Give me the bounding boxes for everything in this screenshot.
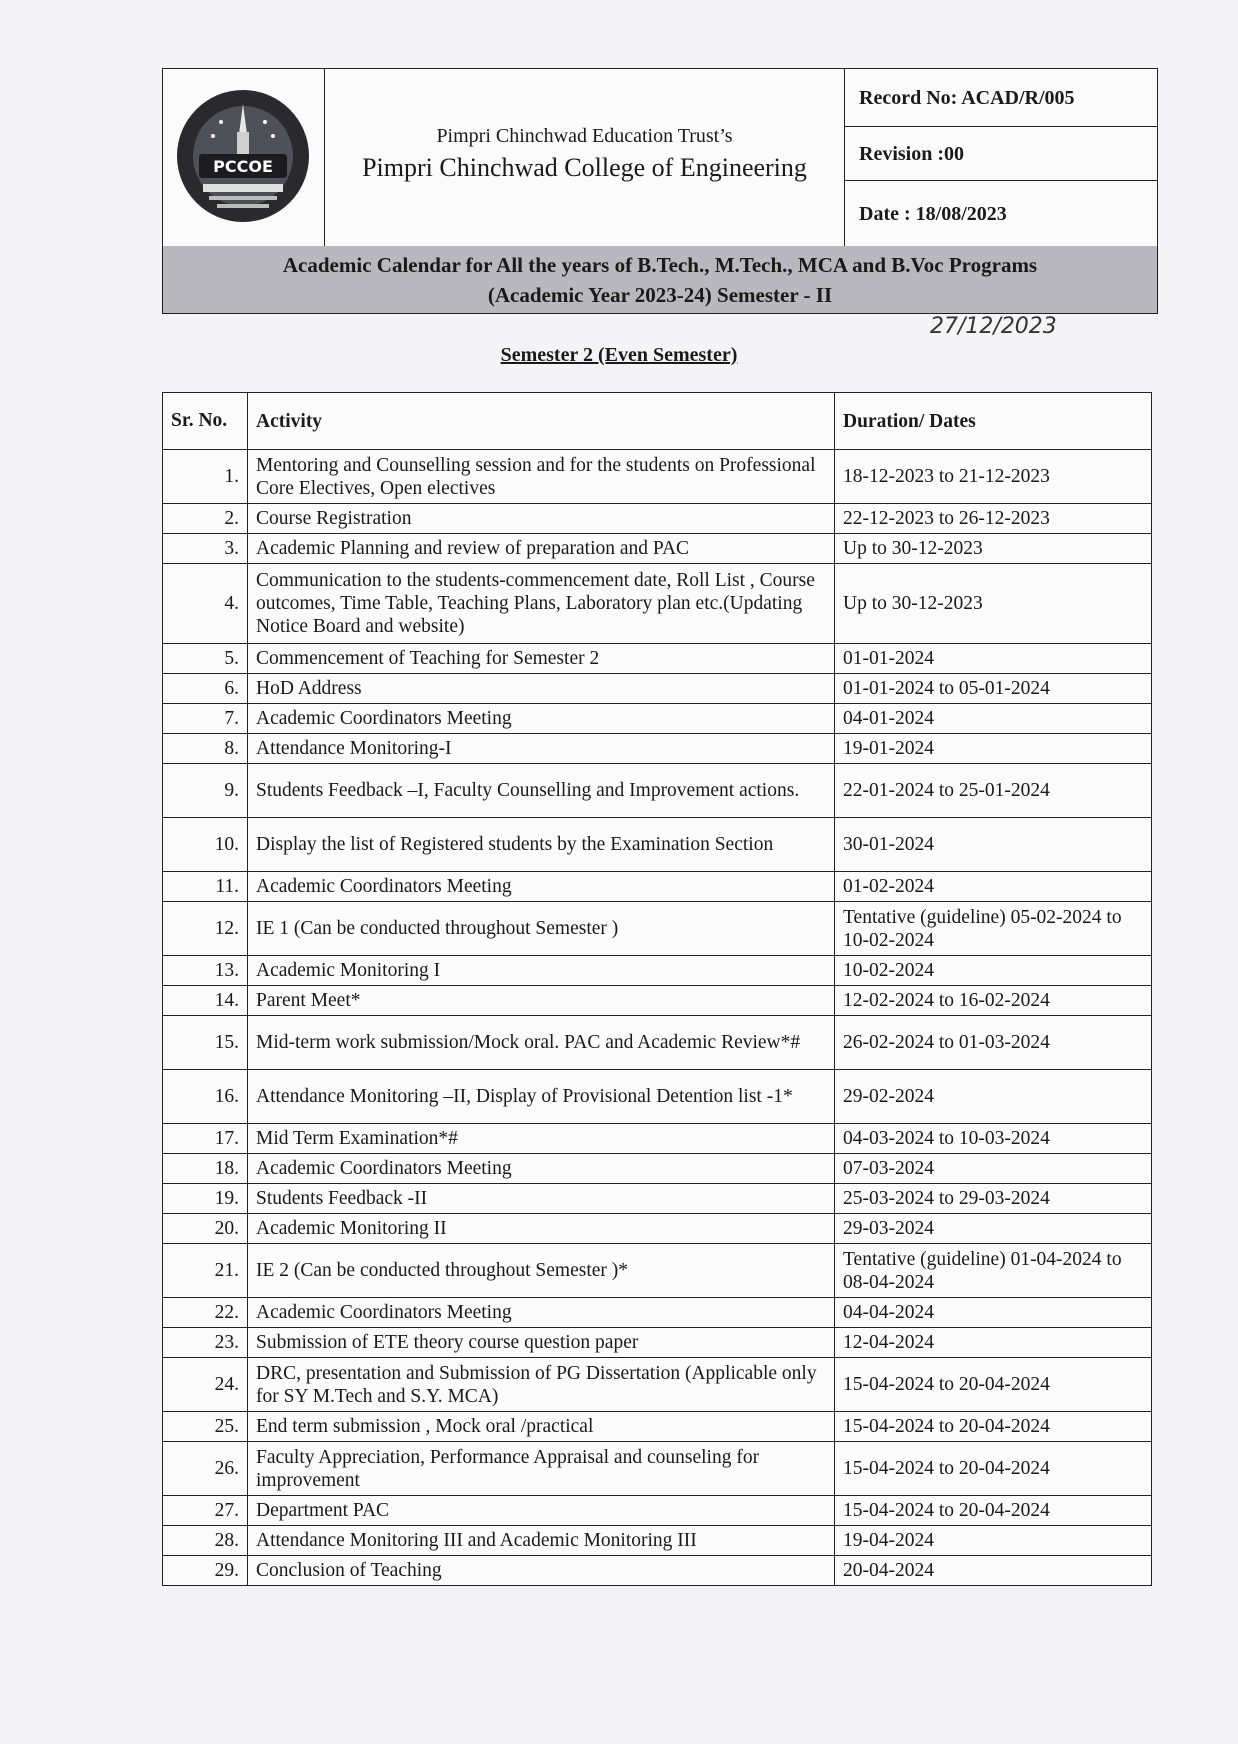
row-duration: Tentative (guideline) 01-04-2024 to 08-04-2024 xyxy=(835,1244,1152,1298)
row-activity: Attendance Monitoring III and Academic Monitoring III xyxy=(248,1526,835,1556)
row-activity: Submission of ETE theory course question paper xyxy=(248,1328,835,1358)
column-header-sr: Sr. No. xyxy=(163,393,248,450)
column-header-duration: Duration/ Dates xyxy=(835,393,1152,450)
row-activity: HoD Address xyxy=(248,674,835,704)
table-row xyxy=(163,1244,1152,1298)
row-activity: Academic Monitoring II xyxy=(248,1214,835,1244)
row-duration: 07-03-2024 xyxy=(835,1154,1152,1184)
row-sr: 3. xyxy=(163,534,248,564)
row-duration: 01-01-2024 xyxy=(835,644,1152,674)
row-sr: 19. xyxy=(163,1184,248,1214)
row-sr: 27. xyxy=(163,1496,248,1526)
row-activity: Academic Coordinators Meeting xyxy=(248,872,835,902)
row-duration: 04-01-2024 xyxy=(835,704,1152,734)
row-activity: Display the list of Registered students by the Examination Section xyxy=(248,818,835,872)
academic-calendar-table xyxy=(162,392,1152,1586)
table-row xyxy=(163,986,1152,1016)
calendar-title-band xyxy=(162,246,1158,314)
table-row xyxy=(163,504,1152,534)
row-duration: 15-04-2024 to 20-04-2024 xyxy=(835,1496,1152,1526)
row-duration: 12-04-2024 xyxy=(835,1328,1152,1358)
table-row xyxy=(163,1184,1152,1214)
row-duration: 30-01-2024 xyxy=(835,818,1152,872)
row-sr: 13. xyxy=(163,956,248,986)
row-activity: Mid-term work submission/Mock oral. PAC and Academic Review*# xyxy=(248,1016,835,1070)
row-duration: 29-03-2024 xyxy=(835,1214,1152,1244)
row-duration: 10-02-2024 xyxy=(835,956,1152,986)
row-duration: 01-01-2024 to 05-01-2024 xyxy=(835,674,1152,704)
row-activity: Course Registration xyxy=(248,504,835,534)
row-duration: Tentative (guideline) 05-02-2024 to 10-02-2024 xyxy=(835,902,1152,956)
row-sr: 10. xyxy=(163,818,248,872)
row-duration: 19-01-2024 xyxy=(835,734,1152,764)
row-activity: Department PAC xyxy=(248,1496,835,1526)
row-sr: 11. xyxy=(163,872,248,902)
row-sr: 25. xyxy=(163,1412,248,1442)
table-row xyxy=(163,1154,1152,1184)
logo-cell xyxy=(163,69,325,247)
row-sr: 23. xyxy=(163,1328,248,1358)
table-row xyxy=(163,564,1152,644)
row-duration: Up to 30-12-2023 xyxy=(835,534,1152,564)
row-activity: Students Feedback –I, Faculty Counselling and Improvement actions. xyxy=(248,764,835,818)
row-activity: Mentoring and Counselling session and for the students on Professional Core Electives, Open electives xyxy=(248,450,835,504)
table-row xyxy=(163,1412,1152,1442)
table-row xyxy=(163,1358,1152,1412)
row-sr: 14. xyxy=(163,986,248,1016)
college-name: Pimpri Chinchwad College of Engineering xyxy=(362,153,807,182)
row-sr: 16. xyxy=(163,1070,248,1124)
row-sr: 28. xyxy=(163,1526,248,1556)
row-activity: End term submission , Mock oral /practical xyxy=(248,1412,835,1442)
row-duration: 22-12-2023 to 26-12-2023 xyxy=(835,504,1152,534)
row-duration: 25-03-2024 to 29-03-2024 xyxy=(835,1184,1152,1214)
table-row xyxy=(163,1556,1152,1586)
row-sr: 26. xyxy=(163,1442,248,1496)
table-row xyxy=(163,734,1152,764)
row-activity: Academic Coordinators Meeting xyxy=(248,1298,835,1328)
record-info-cell xyxy=(845,69,1157,247)
table-row xyxy=(163,1016,1152,1070)
row-duration: 18-12-2023 to 21-12-2023 xyxy=(835,450,1152,504)
row-activity: Academic Coordinators Meeting xyxy=(248,1154,835,1184)
row-sr: 24. xyxy=(163,1358,248,1412)
table-header-row xyxy=(163,393,1152,450)
pccoe-logo xyxy=(173,74,313,239)
row-duration: 15-04-2024 to 20-04-2024 xyxy=(835,1442,1152,1496)
row-sr: 12. xyxy=(163,902,248,956)
row-activity: Academic Monitoring I xyxy=(248,956,835,986)
row-duration: 29-02-2024 xyxy=(835,1070,1152,1124)
table-row xyxy=(163,1328,1152,1358)
row-duration: Up to 30-12-2023 xyxy=(835,564,1152,644)
table-row xyxy=(163,872,1152,902)
row-activity: Attendance Monitoring –II, Display of Provisional Detention list -1* xyxy=(248,1070,835,1124)
row-activity: Mid Term Examination*# xyxy=(248,1124,835,1154)
table-row xyxy=(163,1496,1152,1526)
table-row xyxy=(163,1442,1152,1496)
row-sr: 22. xyxy=(163,1298,248,1328)
table-row xyxy=(163,764,1152,818)
table-row xyxy=(163,902,1152,956)
semester-title: Semester 2 (Even Semester) xyxy=(500,344,738,366)
row-duration: 22-01-2024 to 25-01-2024 xyxy=(835,764,1152,818)
row-sr: 7. xyxy=(163,704,248,734)
table-row xyxy=(163,818,1152,872)
table-row xyxy=(163,1070,1152,1124)
table-row xyxy=(163,956,1152,986)
handwritten-date: 27/12/2023 xyxy=(930,314,1057,339)
row-activity: Communication to the students-commencement date, Roll List , Course outcomes, Time Table, Teaching Plans, Laboratory plan etc.(Updating Notice Board and website) xyxy=(248,564,835,644)
calendar-title-line2: (Academic Year 2023-24) Semester - II xyxy=(487,283,833,307)
row-activity: IE 1 (Can be conducted throughout Semester ) xyxy=(248,902,835,956)
row-sr: 20. xyxy=(163,1214,248,1244)
row-sr: 21. xyxy=(163,1244,248,1298)
table-row xyxy=(163,534,1152,564)
row-sr: 8. xyxy=(163,734,248,764)
row-activity: Parent Meet* xyxy=(248,986,835,1016)
row-activity: Students Feedback -II xyxy=(248,1184,835,1214)
row-duration: 01-02-2024 xyxy=(835,872,1152,902)
row-duration: 15-04-2024 to 20-04-2024 xyxy=(835,1412,1152,1442)
table-row xyxy=(163,704,1152,734)
row-activity: Academic Coordinators Meeting xyxy=(248,704,835,734)
row-sr: 29. xyxy=(163,1556,248,1586)
table-row xyxy=(163,450,1152,504)
calendar-title-line1: Academic Calendar for All the years of B.Tech., M.Tech., MCA and B.Voc Programs xyxy=(282,253,1038,277)
trust-name: Pimpri Chinchwad Education Trust’s xyxy=(436,125,733,147)
row-duration: 26-02-2024 to 01-03-2024 xyxy=(835,1016,1152,1070)
record-date: Date : 18/08/2023 xyxy=(859,203,1007,225)
row-duration: 19-04-2024 xyxy=(835,1526,1152,1556)
record-number: Record No: ACAD/R/005 xyxy=(845,69,1157,127)
row-activity: IE 2 (Can be conducted throughout Semester )* xyxy=(248,1244,835,1298)
row-activity: Academic Planning and review of preparation and PAC xyxy=(248,534,835,564)
row-sr: 5. xyxy=(163,644,248,674)
table-row xyxy=(163,1526,1152,1556)
row-sr: 1. xyxy=(163,450,248,504)
row-sr: 9. xyxy=(163,764,248,818)
row-sr: 15. xyxy=(163,1016,248,1070)
row-activity: DRC, presentation and Submission of PG Dissertation (Applicable only for SY M.Tech and S.Y. MCA) xyxy=(248,1358,835,1412)
row-sr: 18. xyxy=(163,1154,248,1184)
row-activity: Attendance Monitoring-I xyxy=(248,734,835,764)
row-duration: 04-04-2024 xyxy=(835,1298,1152,1328)
column-header-activity: Activity xyxy=(248,393,835,450)
table-row xyxy=(163,674,1152,704)
row-duration: 15-04-2024 to 20-04-2024 xyxy=(835,1358,1152,1412)
row-activity: Faculty Appreciation, Performance Appraisal and counseling for improvement xyxy=(248,1442,835,1496)
row-duration: 20-04-2024 xyxy=(835,1556,1152,1586)
row-sr: 4. xyxy=(163,564,248,644)
row-sr: 17. xyxy=(163,1124,248,1154)
row-duration: 12-02-2024 to 16-02-2024 xyxy=(835,986,1152,1016)
logo-text: PCCOE xyxy=(213,157,273,176)
row-activity: Commencement of Teaching for Semester 2 xyxy=(248,644,835,674)
document-header xyxy=(162,68,1158,248)
table-row xyxy=(163,1124,1152,1154)
institution-title-cell xyxy=(325,69,845,247)
table-row xyxy=(163,1298,1152,1328)
row-duration: 04-03-2024 to 10-03-2024 xyxy=(835,1124,1152,1154)
row-sr: 6. xyxy=(163,674,248,704)
revision-number: Revision :00 xyxy=(845,127,1157,181)
table-row xyxy=(163,1214,1152,1244)
table-row xyxy=(163,644,1152,674)
row-activity: Conclusion of Teaching xyxy=(248,1556,835,1586)
row-sr: 2. xyxy=(163,504,248,534)
